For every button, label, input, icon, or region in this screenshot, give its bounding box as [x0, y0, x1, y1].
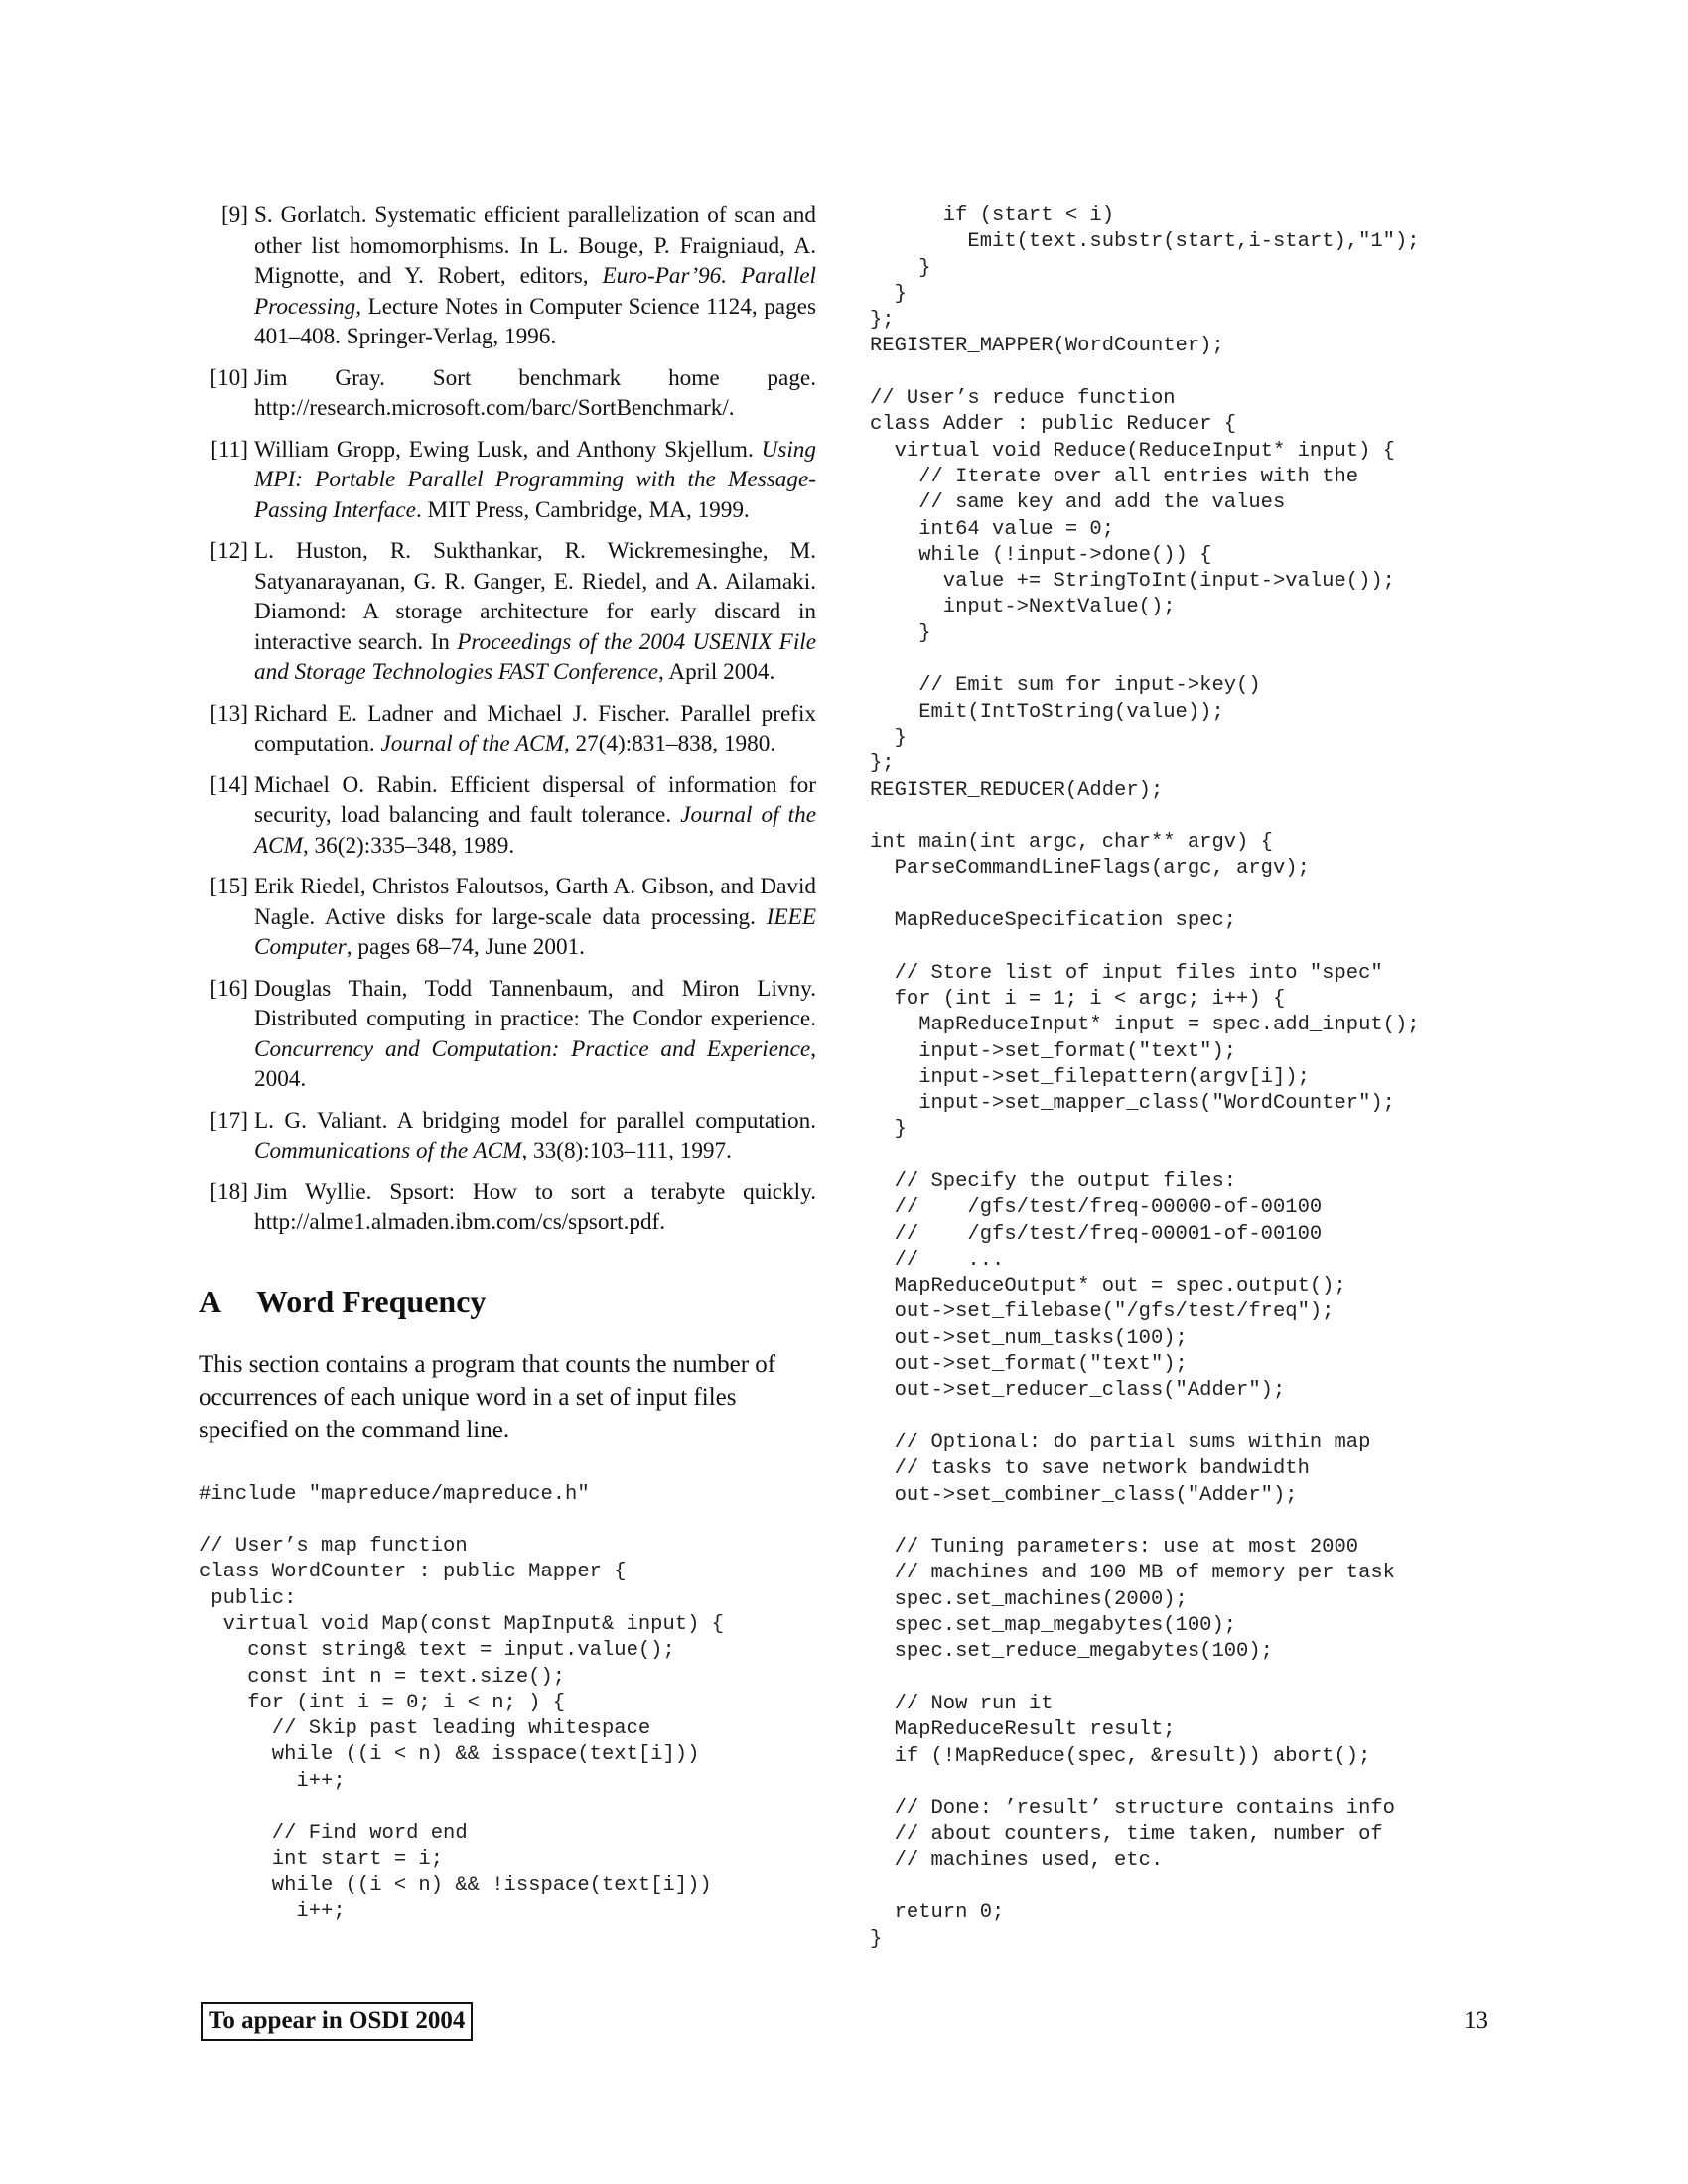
- reference-number: [12]: [210, 538, 248, 564]
- reference-number: [9]: [220, 203, 248, 228]
- reference-text: L. Huston, R. Sukthankar, R. Wickremesinghe, M. Satyanarayanan, G. R. Ganger, E. Riedel, and A. Ailamaki. Diamond: A storage architecture for early discard in interactive search. In Proceedings of the 2004 USENIX File and Storage Technologies FAST Conference, April 2004.: [254, 538, 817, 685]
- section-title: Word Frequency: [256, 1283, 487, 1319]
- section-number: A: [199, 1283, 222, 1319]
- reference-text: Michael O. Rabin. Efficient dispersal of information for security, load balancing and fault tolerance. Journal of the ACM, 36(2):335–348, 1989.: [254, 771, 817, 859]
- reference-item: [199, 363, 816, 424]
- reference-item: [199, 770, 816, 862]
- code-listing-part2: if (start < i) Emit(text.substr(start,i-start),"1"); } } }; REGISTER_MAPPER(WordCounter); // User’s reduce function class Adder : public Reducer { virtual void Reduce(ReduceInput* input) { // Iterate over all entries with the // same key and add the values int64 value = 0; while (!input->done()) { value += StringToInt(input->value()); input->NextValue(); } // Emit sum for input->key() Emit(IntToString(value)); } }; REGISTER_REDUCER(Adder); int main(int argc, char** argv) { ParseCommandLineFlags(argc, argv); MapReduceSpecification spec; // Store list of input files into "spec" for (int i = 1; i < argc; i++) { MapReduceInput* input = spec.add_input(); input->set_format("text"); input->set_filepattern(argv[i]); input->set_mapper_class("WordCounter"); } // Specify the output files: // /gfs/test/freq-00000-of-00100 // /gfs/test/freq-00001-of-00100 // ... MapReduceOutput* out = spec.output(); out->set_filebase("/gfs/test/freq"); out->set_num_tasks(100); out->set_format("text"); out->set_reducer_class("Adder"); // Optional: do partial sums within map // tasks to save network bandwidth out->set_combiner_class("Adder"); // Tuning parameters: use at most 2000 // machines and 100 MB of memory per task spec.set_machines(2000); spec.set_map_megabytes(100); spec.set_reduce_megabytes(100); // Now run it MapReduceResult result; if (!MapReduce(spec, &result)) abort(); // Done: ’result’ structure contains info // about counters, time taken, number of // machines used, etc. return 0; }: [870, 205, 1420, 1951]
- reference-number: [13]: [210, 700, 248, 727]
- reference-number: [16]: [210, 975, 248, 1002]
- right-column: [870, 204, 1485, 1953]
- reference-text: Erik Riedel, Christos Faloutsos, Garth A. Gibson, and David Nagle. Active disks for large-scale data processing. IEEE Computer, pages 68–74, June 2001.: [254, 874, 816, 960]
- reference-item: [199, 699, 816, 759]
- reference-text: L. G. Valiant. A bridging model for parallel computation. Communications of the ACM, 33(8):103–111, 1997.: [254, 1107, 816, 1163]
- reference-number: [17]: [210, 1107, 248, 1134]
- reference-text: Douglas Thain, Todd Tannenbaum, and Miron Livny. Distributed computing in practice: The Condor experience. Concurrency and Computation: Practice and Experience, 2004.: [254, 975, 816, 1092]
- reference-text: Richard E. Ladner and Michael J. Fischer. Parallel prefix computation. Journal of the ACM, 27(4):831–838, 1980.: [254, 700, 816, 756]
- left-column: [199, 201, 816, 1926]
- reference-text: Jim Gray. Sort benchmark home page. http://research.microsoft.com/barc/SortBenchmark/.: [254, 364, 816, 421]
- reference-item: [199, 1177, 816, 1238]
- reference-item: [199, 872, 816, 963]
- page-number: 13: [1464, 2007, 1488, 2034]
- reference-text: S. Gorlatch. Systematic efficient parallelization of scan and other list homomorphisms. In L. Bouge, P. Fraigniaud, A. Mignotte, and Y. Robert, editors, Euro-Par’96. Parallel Processing, Lecture Notes in Computer Science 1124, pages 401–408. Springer-Verlag, 1996.: [254, 203, 816, 349]
- reference-item: [199, 536, 816, 688]
- reference-item: [199, 1106, 816, 1166]
- reference-item: [199, 435, 816, 526]
- reference-list: [199, 201, 816, 1238]
- reference-text: Jim Wyllie. Spsort: How to sort a terabyte quickly. http://alme1.almaden.ibm.com/cs/spsort.pdf.: [254, 1178, 816, 1235]
- code-listing-part1: #include "mapreduce/mapreduce.h" // User’s map function class WordCounter : public Mapper { public: virtual void Map(const MapInput& input) { const string& text = input.value(); const int n = text.size(); for (int i = 0; i < n; ) { // Skip past leading whitespace while ((i < n) && isspace(text[i])) i++; // Find word end int start = i; while ((i < n) && !isspace(text[i])) i++;: [199, 1482, 724, 1924]
- reference-item: [199, 974, 816, 1095]
- reference-number: [11]: [211, 436, 248, 463]
- reference-number: [18]: [210, 1178, 248, 1205]
- reference-item: [199, 201, 816, 352]
- reference-number: [14]: [210, 771, 248, 798]
- reference-number: [10]: [210, 364, 248, 391]
- section-intro: This section contains a program that counts the number of occurrences of each unique word in a set of input files specified on the command line.: [199, 1350, 776, 1443]
- venue-box: To appear in OSDI 2004: [201, 2002, 473, 2041]
- reference-number: [15]: [210, 874, 248, 899]
- section-heading: [199, 1282, 816, 1321]
- reference-text: William Gropp, Ewing Lusk, and Anthony Skjellum. Using MPI: Portable Parallel Programming with the Message-Passing Interface. MIT Press, Cambridge, MA, 1999.: [254, 436, 816, 523]
